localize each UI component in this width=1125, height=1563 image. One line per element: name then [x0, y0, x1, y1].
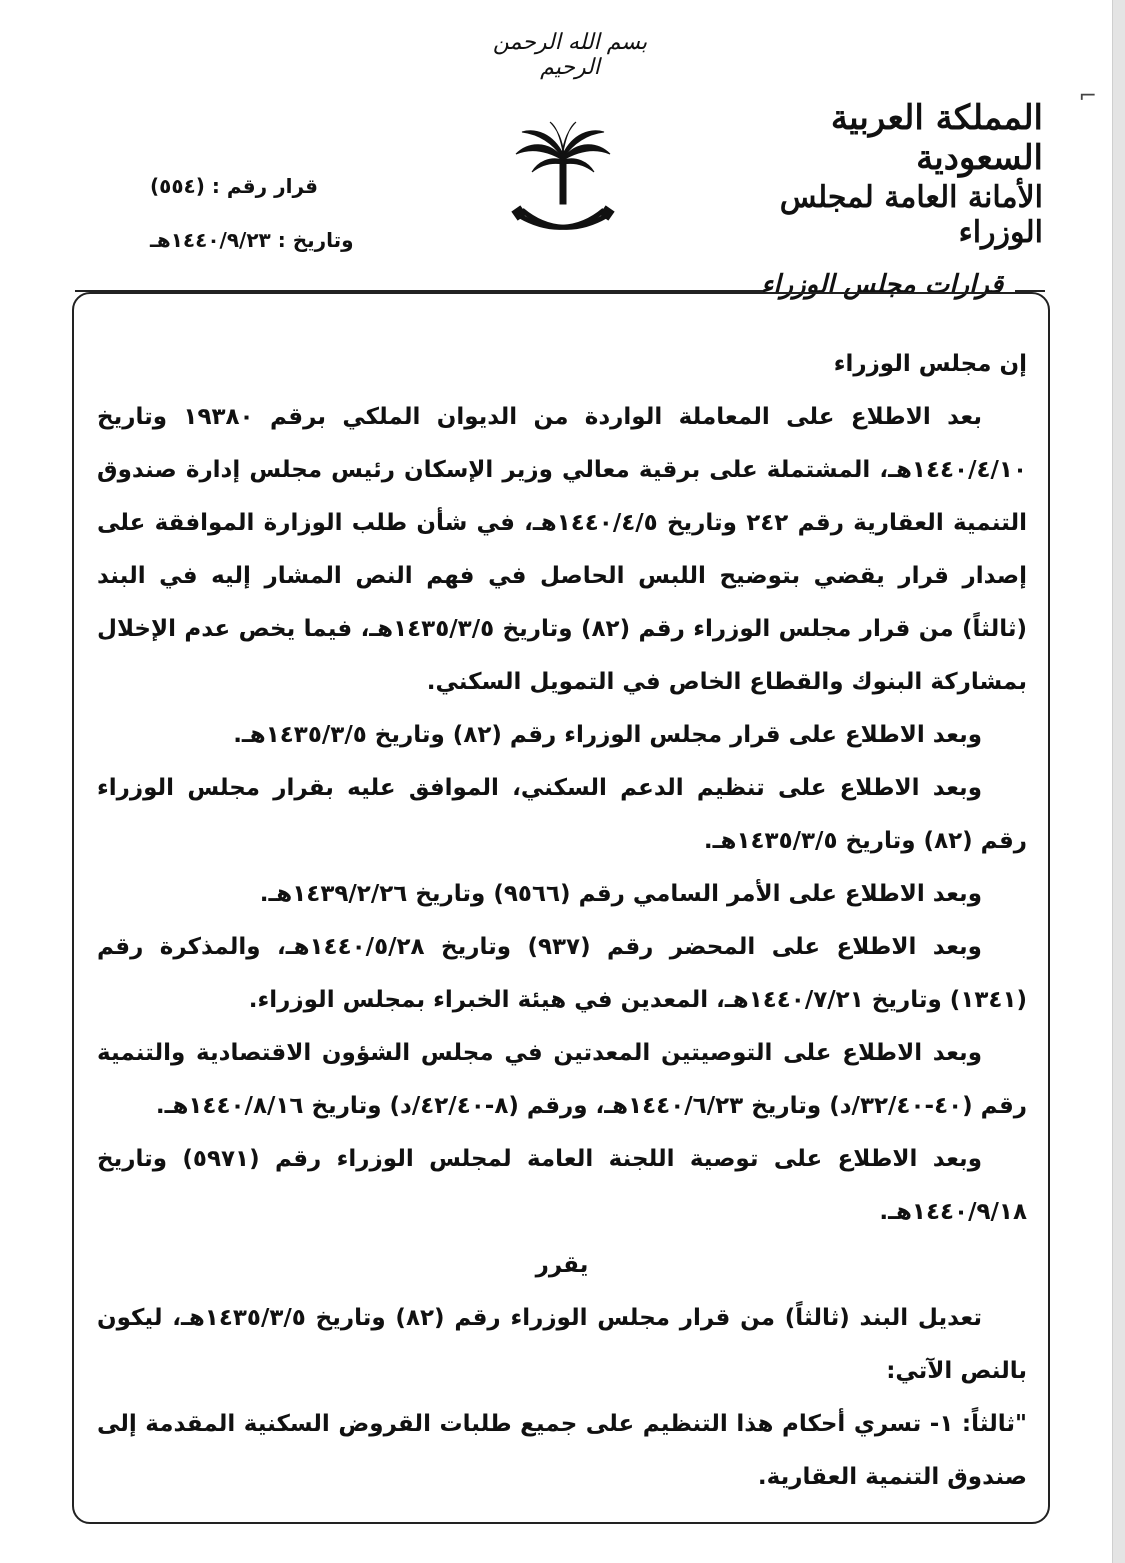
- kingdom-title: المملكة العربية السعودية: [830, 98, 1043, 178]
- paragraph-1: بعد الاطلاع على المعاملة الواردة من الديوان الملكي برقم ١٩٣٨٠ وتاريخ ١٤٤٠/٤/١٠هـ، المشتملة على برقية معالي وزير الإسكان رئيس مجلس إدارة صندوق التنمية العقارية رقم ٢٤٢ وتاريخ ١٤٤٠/٤/٥هـ، في شأن طلب الوزارة الموافقة على إصدار قرار يقضي بتوضيح اللبس الحاصل في فهم النص المشار إليه في البند (ثالثاً) من قرار مجلس الوزراء رقم (٨٢) وتاريخ ١٤٣٥/٣/٥هـ، فيما يخص عدم الإخلال بمشاركة البنوك والقطاع الخاص في التمويل السكني.: [97, 404, 1027, 695]
- decision-date: وتاريخ : ١٤٤٠/٩/٢٣هـ: [150, 228, 354, 252]
- paragraph-3: وبعد الاطلاع على تنظيم الدعم السكني، الموافق عليه بقرار مجلس الوزراء رقم (٨٢) وتاريخ ١٤٣٥/٣/٥هـ.: [97, 775, 1027, 854]
- paragraph-5: وبعد الاطلاع على المحضر رقم (٩٣٧) وتاريخ ١٤٤٠/٥/٢٨هـ، والمذكرة رقم (١٣٤١) وتاريخ ١٤٤٠/٧/٢١هـ، المعدين في هيئة الخبراء بمجلس الوزراء.: [97, 934, 1027, 1013]
- decisions-label: قرارات مجلس الوزراء: [761, 270, 1003, 300]
- page-edge: [1112, 0, 1125, 1563]
- clause-paragraph: "ثالثاً: ١- تسري أحكام هذا التنظيم على جميع طلبات القروض السكنية المقدمة إلى صندوق التنمية العقارية.: [97, 1411, 1027, 1490]
- paragraph-6: وبعد الاطلاع على التوصيتين المعدتين في مجلس الشؤون الاقتصادية والتنمية رقم (٤٠-٣٢/٤٠/د) وتاريخ ١٤٤٠/٦/٢٣هـ، ورقم (٨-٤٢/٤٠/د) وتاريخ ١٤٤٠/٨/١٦هـ.: [97, 1040, 1027, 1119]
- secretariat-title: الأمانة العامة لمجلس الوزراء: [779, 180, 1043, 250]
- paragraph-4: وبعد الاطلاع على الأمر السامي رقم (٩٥٦٦) وتاريخ ١٤٣٩/٢/٢٦هـ.: [259, 881, 982, 907]
- amendment-paragraph: تعديل البند (ثالثاً) من قرار مجلس الوزراء رقم (٨٢) وتاريخ ١٤٣٥/٣/٥هـ، ليكون بالنص الآتي:: [97, 1305, 1027, 1384]
- opening-line: إن مجلس الوزراء: [833, 351, 1027, 377]
- saudi-emblem-icon: [508, 120, 618, 240]
- paragraph-7: وبعد الاطلاع على توصية اللجنة العامة لمجلس الوزراء رقم (٥٩٧١) وتاريخ ١٤٤٠/٩/١٨هـ.: [97, 1146, 1027, 1225]
- document-body: [97, 338, 1027, 1504]
- decision-number: قرار رقم : (٥٥٤): [150, 174, 318, 198]
- corner-mark: ⌐: [1078, 84, 1097, 109]
- resolves-heading: يقرر: [535, 1252, 589, 1278]
- basmala: بسم الله الرحمن الرحيم: [492, 30, 648, 80]
- paragraph-2: وبعد الاطلاع على قرار مجلس الوزراء رقم (٨٢) وتاريخ ١٤٣٥/٣/٥هـ.: [233, 722, 982, 748]
